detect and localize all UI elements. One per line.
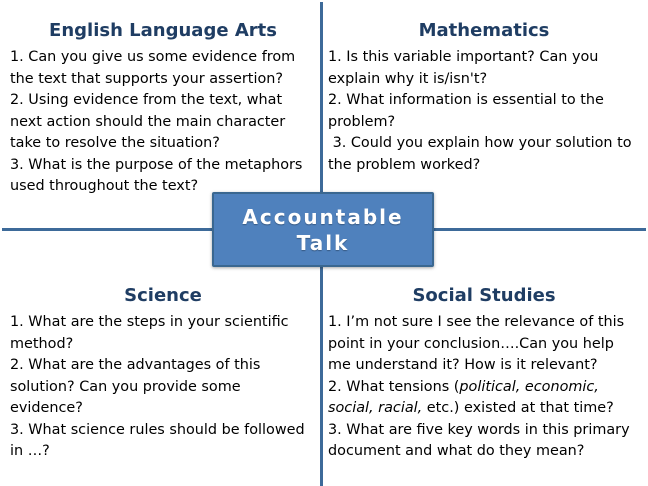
ela-question-3: 3. What is the purpose of the metaphors used throughout the text? [10,156,303,194]
quadrant-english-language-arts [10,18,316,198]
science-question-1: 1. What are the steps in your scientific method? [10,314,289,352]
social-question-2-italic: political, economic, social, racial, [328,378,599,416]
math-question-3: 3. Could you explain how your solution to the problem worked? [328,135,637,173]
quadrant-title-science: Science [124,285,202,306]
science-question-2: 2. What are the advantages of this solution? Can you provide some evidence? [10,357,261,416]
quadrant-title-social: Social Studies [412,285,556,306]
quadrant-mathematics [328,18,640,176]
center-title-line-2: Talk [296,230,350,255]
center-title-line-1: Accountable [242,204,404,229]
social-question-1: 1. I’m not sure I see the relevance of this point in your conclusion….Can you help me understand it? How is it relevant? [328,314,625,373]
ela-question-1: 1. Can you give us some evidence from the text that supports your assertion? [10,49,296,87]
quadrant-title-ela: English Language Arts [49,20,277,41]
social-question-3: 3. What are five key words in this primary document and what do they mean? [328,421,630,459]
social-question-2 [328,377,640,420]
social-question-2-suffix: etc.) existed at that time? [422,400,614,416]
social-question-2-prefix: 2. What tensions ( [328,378,460,395]
quadrant-social-studies [328,283,640,463]
ela-question-2: 2. Using evidence from the text, what next action should the main character take to resolve the situation? [10,92,286,151]
science-question-3: 3. What science rules should be followed in …? [10,421,305,459]
quadrant-title-math: Mathematics [418,20,550,41]
quadrant-science [10,283,316,463]
math-question-1: 1. Is this variable important? Can you explain why it is/isn't? [328,49,599,87]
math-question-2: 2. What information is essential to the problem? [328,92,604,130]
accountable-talk-box [212,192,434,267]
